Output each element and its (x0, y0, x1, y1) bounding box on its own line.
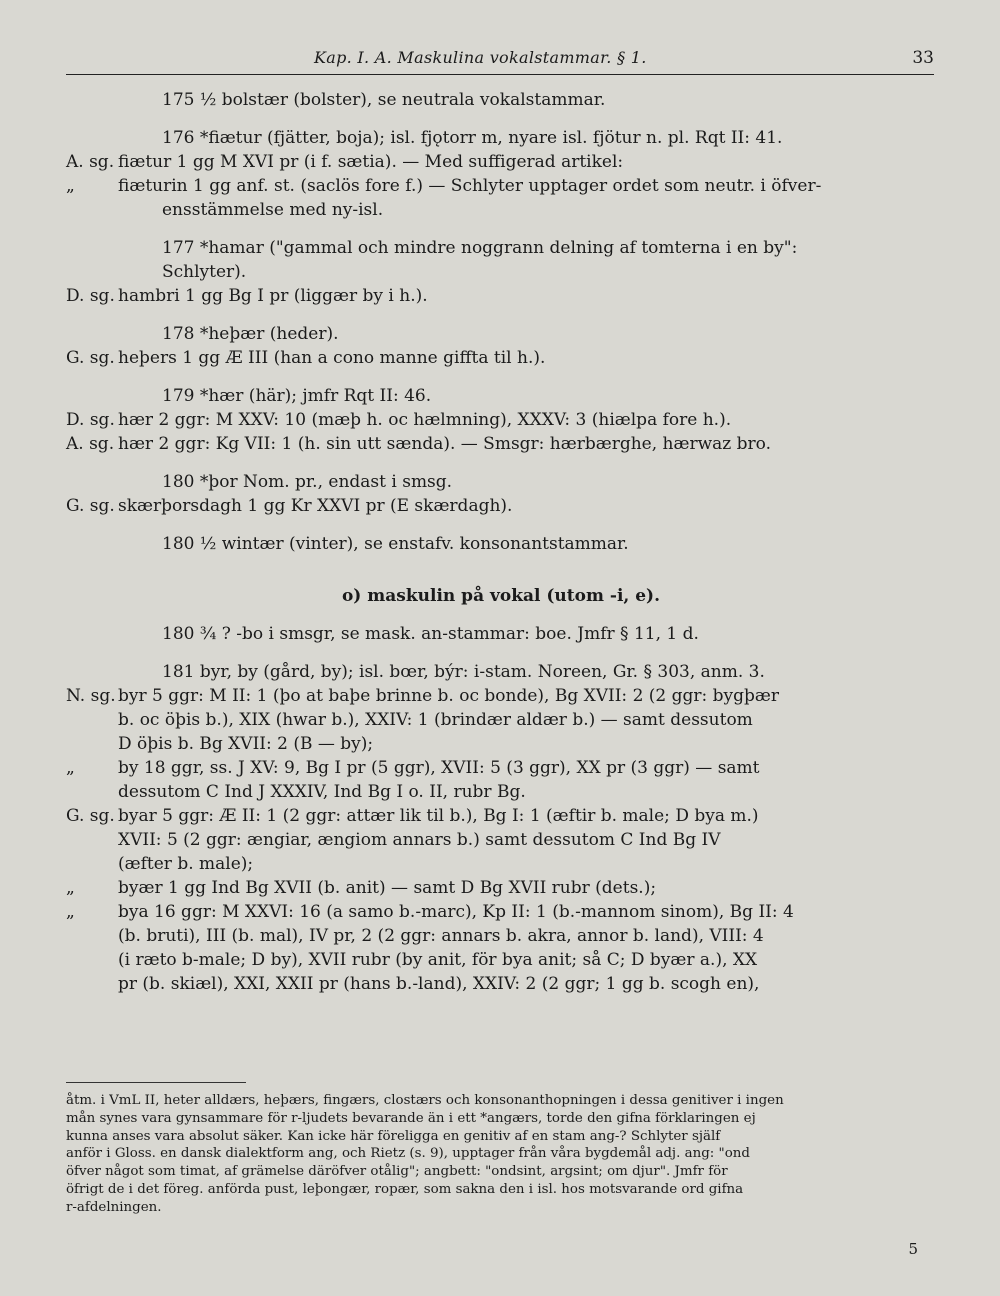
line-text: 180 ¾ ? -bo i smsgr, se mask. an-stammar: boe. Jmfr § 11, 1 d. (162, 624, 699, 644)
case-label: G. sg. (66, 806, 115, 826)
footnote-line: r-afdelningen. (66, 1199, 162, 1215)
line-text: 180 ½ wintær (vinter), se enstafv. konsonantstammar. (162, 534, 629, 554)
case-label: N. sg. (66, 686, 116, 706)
paragraph-gap (66, 646, 936, 660)
line-text: hær 2 ggr: Kg VII: 1 (h. sin utt sænda). — Smsgr: hærbærghe, hærwaz bro. (118, 434, 771, 454)
text-line (66, 756, 936, 780)
line-text: 181 byr, by (gård, by); isl. bœr, býr: i-stam. Noreen, Gr. § 303, anm. 3. (162, 662, 765, 682)
section-heading (66, 584, 936, 608)
signature-mark: 5 (908, 1240, 918, 1258)
text-line (66, 322, 936, 346)
paragraph-gap (66, 456, 936, 470)
case-label: A. sg. (66, 434, 115, 454)
line-text: hambri 1 gg Bg I pr (liggær by i h.). (118, 286, 428, 306)
line-text: byr 5 ggr: M II: 1 (þo at baþe brinne b. oc bonde), Bg XVII: 2 (2 ggr: bygþær (118, 686, 780, 706)
line-text: Schlyter). (162, 262, 247, 282)
running-header (66, 44, 934, 75)
text-line (66, 260, 936, 284)
line-text: pr (b. skiæl), XXI, XXII pr (hans b.-land), XXIV: 2 (2 ggr; 1 gg b. scogh en), (118, 974, 760, 994)
paragraph-gap (66, 608, 936, 622)
paragraph-gap (66, 222, 936, 236)
text-line (66, 432, 936, 456)
case-label: G. sg. (66, 496, 115, 516)
main-text (66, 88, 936, 996)
case-label: „ (66, 902, 75, 922)
text-line (66, 284, 936, 308)
line-text: (æfter b. male); (118, 854, 254, 874)
text-line (66, 126, 936, 150)
case-label: D. sg. (66, 410, 115, 430)
case-label: A. sg. (66, 152, 115, 172)
line-text: skærþorsdagh 1 gg Kr XXVI pr (E skærdagh). (118, 496, 513, 516)
text-line (66, 494, 936, 518)
text-line (66, 622, 936, 646)
line-text: ensstämmelse med ny-isl. (162, 200, 384, 220)
case-label: „ (66, 878, 75, 898)
text-line (66, 852, 936, 876)
text-line (66, 88, 936, 112)
line-text: 177 *hamar ("gammal och mindre noggrann delning af tomterna i en by": (162, 238, 798, 258)
text-line (66, 346, 936, 370)
text-line (66, 684, 936, 708)
page-number: 33 (912, 48, 934, 68)
text-line (66, 150, 936, 174)
text-line (66, 780, 936, 804)
line-text: o) maskulin på vokal (utom -i, e). (341, 586, 661, 606)
paragraph-gap (66, 556, 936, 570)
text-line (66, 732, 936, 756)
line-text: byær 1 gg Ind Bg XVII (b. anit) — samt D Bg XVII rubr (dets.); (118, 878, 657, 898)
case-label: „ (66, 176, 75, 196)
line-text: hær 2 ggr: M XXV: 10 (mæþ h. oc hælmning), XXXV: 3 (hiælpa fore h.). (118, 410, 732, 430)
text-line (66, 236, 936, 260)
line-text: 178 *heþær (heder). (162, 324, 339, 344)
line-text: dessutom C Ind J XXXIV, Ind Bg I o. II, rubr Bg. (118, 782, 526, 802)
case-label: D. sg. (66, 286, 115, 306)
line-text: bya 16 ggr: M XXVI: 16 (a samo b.-marc), Kp II: 1 (b.-mannom sinom), Bg II: 4 (118, 902, 794, 922)
line-text: heþers 1 gg Æ III (han a cono manne giffta til h.). (118, 348, 546, 368)
text-line (66, 900, 936, 924)
text-line (66, 174, 936, 198)
footnote-line: åtm. i VmL II, heter alldærs, heþærs, fingærs, clostærs och konsonanthopningen i dessa genitiver i ingen (66, 1093, 784, 1108)
paragraph-gap (66, 308, 936, 322)
text-line (66, 532, 936, 556)
line-text: by 18 ggr, ss. J XV: 9, Bg I pr (5 ggr), XVII: 5 (3 ggr), XX pr (3 ggr) — samt (118, 758, 760, 778)
paragraph-gap (66, 570, 936, 584)
text-line (66, 924, 936, 948)
text-line (66, 828, 936, 852)
text-line (66, 948, 936, 972)
case-label: G. sg. (66, 348, 115, 368)
text-line (66, 198, 936, 222)
footnote-line: mån synes vara gynsammare för r-ljudets bevarande än i ett *angærs, torde den gifna förklaringen ej (66, 1110, 756, 1126)
text-line (66, 660, 936, 684)
line-text: 179 *hær (här); jmfr Rqt II: 46. (162, 386, 432, 406)
line-text: fiæturin 1 gg anf. st. (saclös fore f.) — Schlyter upptager ordet som neutr. i öfver- (118, 176, 822, 196)
line-text: byar 5 ggr: Æ II: 1 (2 ggr: attær lik til b.), Bg I: 1 (æftir b. male; D bya m.) (118, 806, 759, 826)
footnote (66, 1092, 938, 1217)
paragraph-gap (66, 112, 936, 126)
line-text: b. oc öþis b.), XIX (hwar b.), XXIV: 1 (brindær aldær b.) — samt dessutom (118, 710, 753, 730)
line-text: fiætur 1 gg M XVI pr (i f. sætia). — Med suffigerad artikel: (118, 152, 624, 172)
line-text: (i ræto b-male; D by), XVII rubr (by anit, för bya anit; så C; D byær a.), XX (118, 950, 758, 970)
paragraph-gap (66, 518, 936, 532)
footnote-line: öfrigt de i det föreg. anförda pust, leþongær, ropær, som sakna den i isl. hos motsvarande ord gifna (66, 1181, 744, 1197)
line-text: 180 *þor Nom. pr., endast i smsg. (162, 472, 453, 492)
running-title: Kap. I. A. Maskulina vokalstammar. § 1. (314, 48, 647, 67)
line-text: (b. bruti), III (b. mal), IV pr, 2 (2 ggr: annars b. akra, annor b. land), VIII: 4 (118, 926, 764, 946)
footnote-line: kunna anses vara absolut säker. Kan icke här föreligga en genitiv af en stam ang-? Schlyter själf (66, 1128, 721, 1144)
text-line (66, 876, 936, 900)
line-text: 176 *fiætur (fjätter, boja); isl. fjǫtorr m, nyare isl. fjötur n. pl. Rqt II: 41. (162, 128, 783, 148)
line-text: D öþis b. Bg XVII: 2 (B — by); (118, 734, 374, 754)
footnote-separator (66, 1082, 246, 1083)
text-line (66, 470, 936, 494)
text-line (66, 384, 936, 408)
footnote-line: öfver något som timat, af grämelse däröfver otålig"; angbett: "ondsint, argsint; om djur". Jmfr för (66, 1164, 728, 1180)
text-line (66, 972, 936, 996)
case-label: „ (66, 758, 75, 778)
text-line (66, 408, 936, 432)
line-text: XVII: 5 (2 ggr: ængiar, ængiom annars b.) samt dessutom C Ind Bg IV (118, 830, 721, 850)
footnote-line: anför i Gloss. en dansk dialektform ang, och Rietz (s. 9), upptager från våra bygdemål adj. ang: "ond (66, 1146, 750, 1162)
paragraph-gap (66, 370, 936, 384)
text-line (66, 708, 936, 732)
text-line (66, 804, 936, 828)
line-text: 175 ½ bolstær (bolster), se neutrala vokalstammar. (162, 90, 606, 110)
